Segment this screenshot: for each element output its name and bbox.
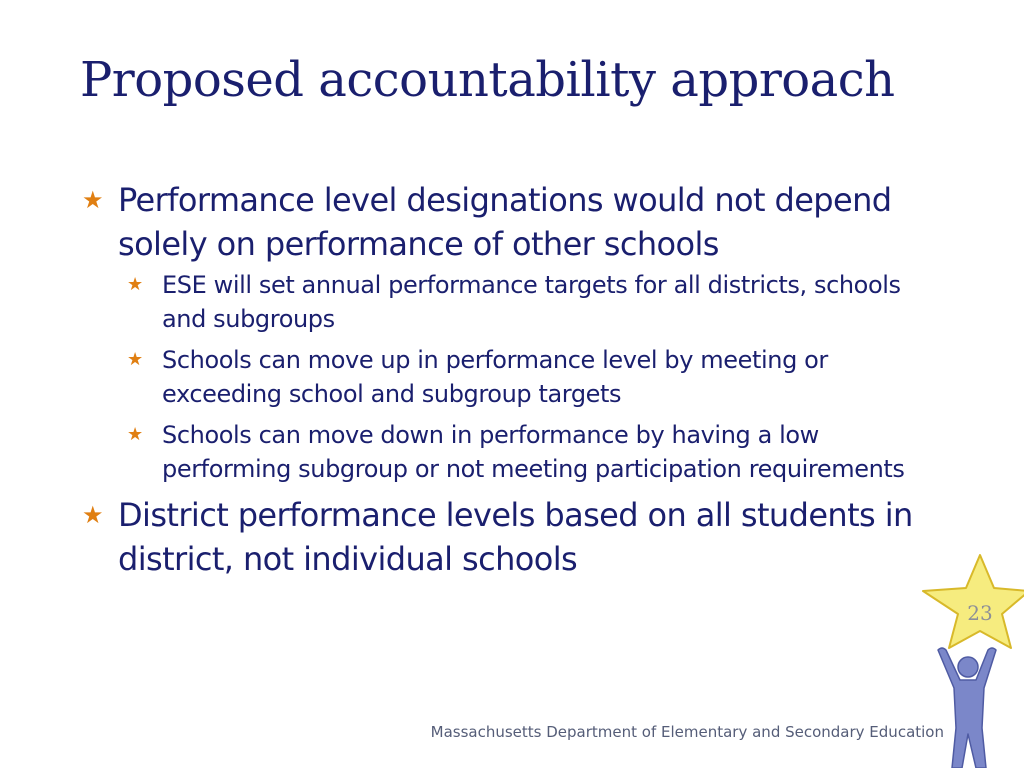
bullet-item-1 (82, 178, 942, 266)
star-bullet-icon: ★ (127, 349, 143, 370)
bullet-item-2 (82, 493, 942, 581)
star-bullet-icon: ★ (82, 501, 103, 529)
sub-bullet-item-3 (127, 418, 942, 486)
star-bullet-icon: ★ (82, 186, 103, 214)
sub-bullet-text: Schools can move down in performance by having a low performing subgroup or not meeting participation requirements (162, 421, 905, 483)
sub-bullet-item-1 (127, 268, 942, 336)
slide-title: Proposed accountability approach (80, 52, 895, 108)
page-number: 23 (967, 601, 993, 625)
sub-bullet-text: ESE will set annual performance targets for all districts, schools and subgroups (162, 271, 901, 333)
footer-text: Massachusetts Department of Elementary and Secondary Education (430, 723, 944, 741)
star-bullet-icon: ★ (127, 274, 143, 295)
star-bullet-icon: ★ (127, 424, 143, 445)
sub-bullet-text: Schools can move up in performance level by meeting or exceeding school and subgroup targets (162, 346, 828, 408)
bullet-text: District performance levels based on all students in district, not individual schools (118, 496, 913, 578)
bullet-list (82, 178, 942, 583)
sub-bullet-item-2 (127, 343, 942, 411)
bullet-text: Performance level designations would not depend solely on performance of other schools (118, 181, 892, 263)
